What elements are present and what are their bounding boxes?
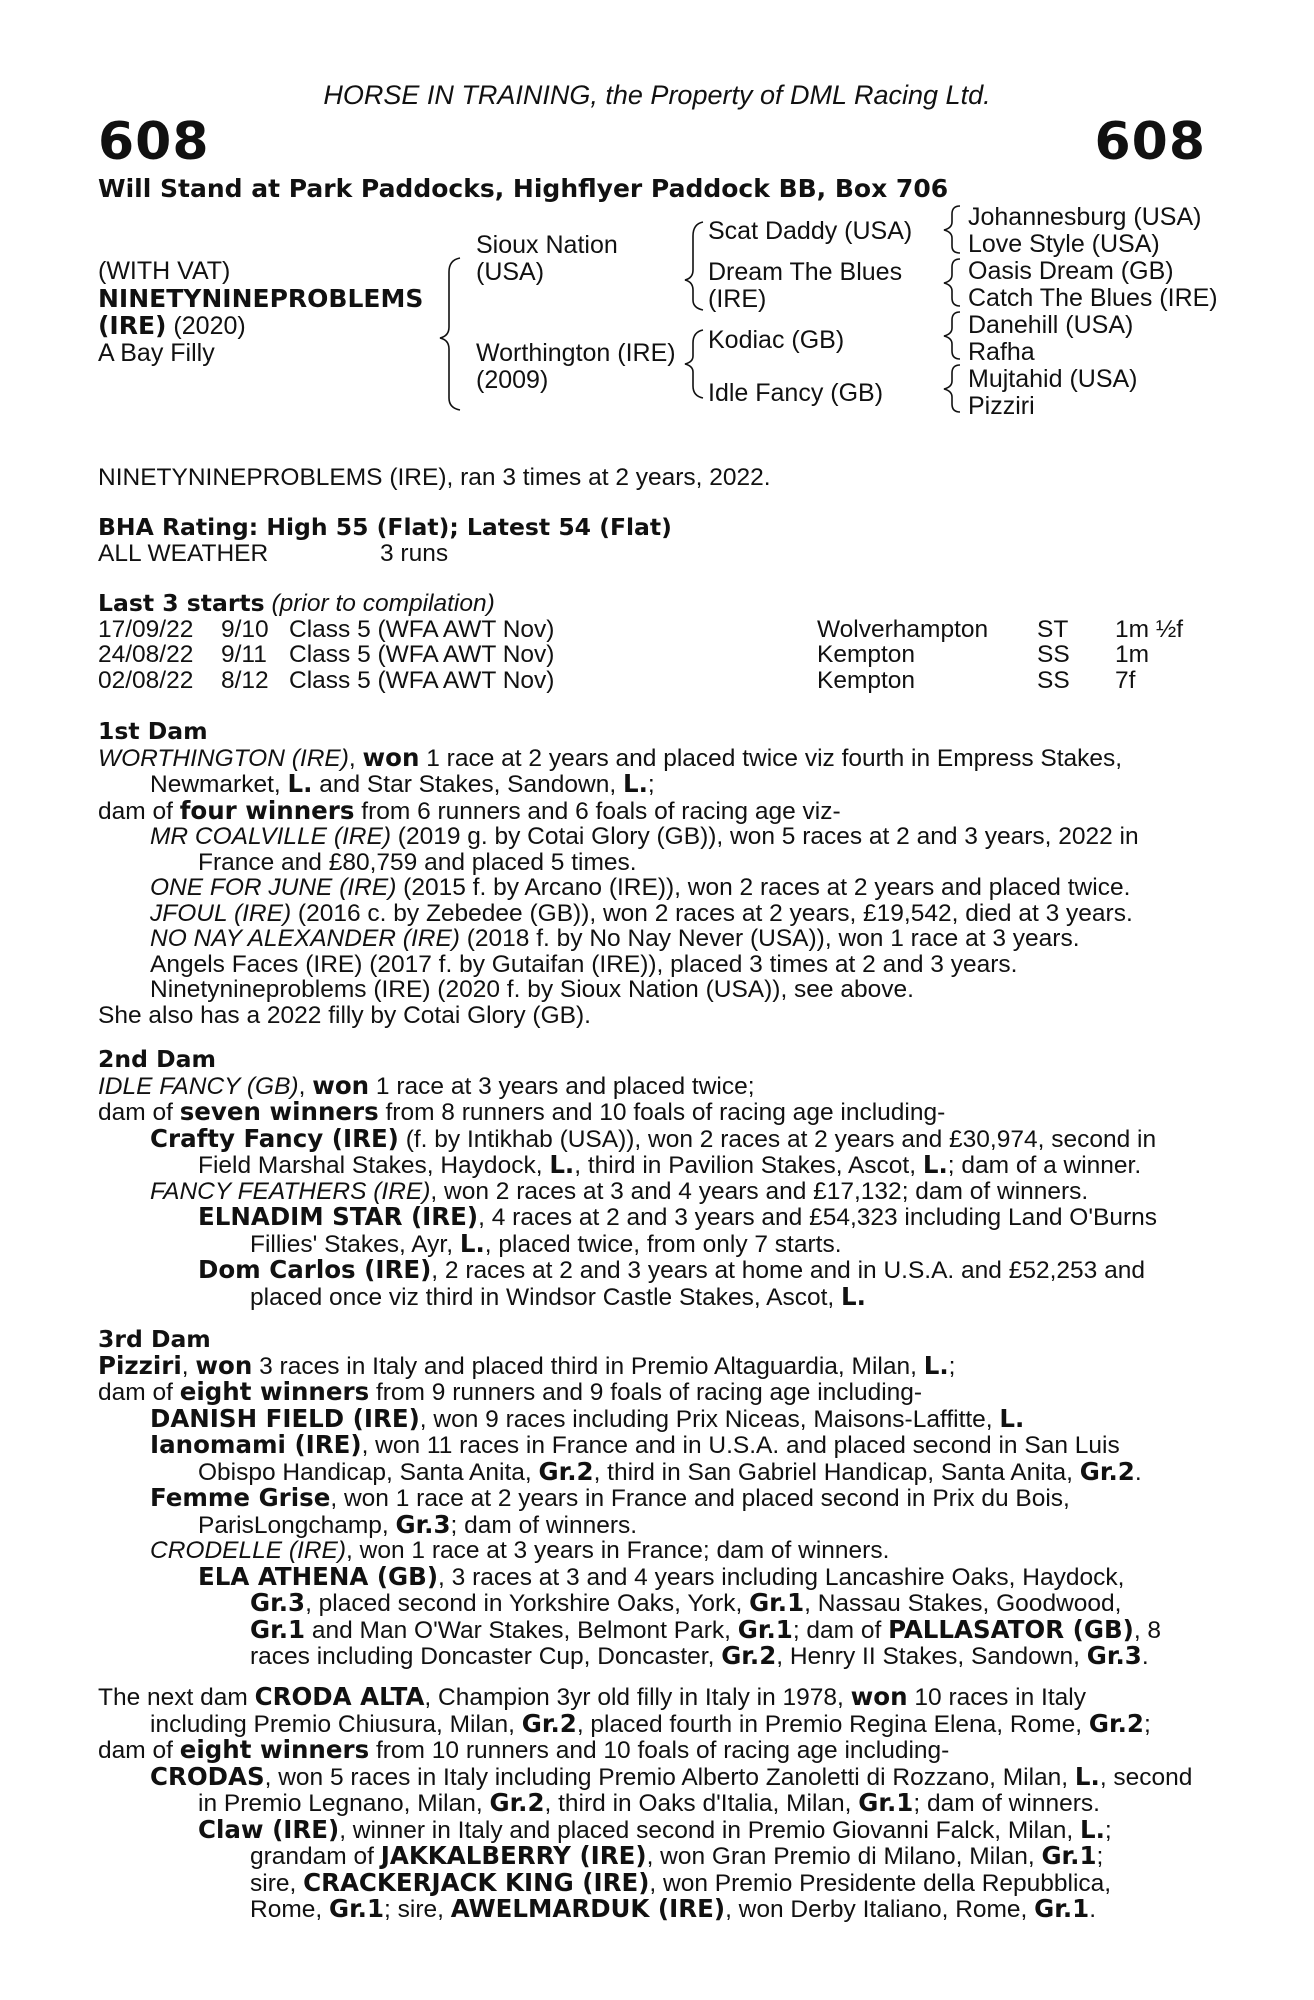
second-dam-section: 2nd Dam IDLE FANCY (GB), won 1 race at 3 years and placed twice; dam of seven winners from 8 runners and 10 foals of racing age including- Crafty Fancy (IRE) (f. by Intikhab (USA)), won 2 races at 2 years and £30,974, second in Field Marshal Stakes, Haydock, L., third in Pavilion Stakes, Ascot, L.; dam of a winner. FANCY FEATHERS (IRE), won 2 races at 3 and 4 years and £17,132; dam of winners. ELNADIM STAR (IRE), 4 races at 2 and 3 years and £54,323 including Land O'Burns Fillies' Stakes, Ayr, L., placed twice, from only 7 starts. Dom Carlos (IRE), 2 races at 2 and 3 years at home and in U.S.A. and £52,253 and placed once viz third in Windsor Castle Stakes, Ascot, L. (98, 1047, 1208, 1310)
stand-location: Will Stand at Park Paddocks, Highflyer Paddock BB, Box 706 (98, 174, 949, 203)
brace-ggs-3 (944, 312, 960, 359)
ggp-7: Mujtahid (USA) (968, 365, 1138, 393)
brace-sire (685, 222, 703, 310)
start-race: Class 5 (WFA AWT Nov) (289, 641, 555, 668)
brace-ggs-1 (944, 206, 960, 253)
start-dist: 1m ½f (1115, 615, 1184, 643)
sire-sire: Scat Daddy (USA) (708, 217, 913, 245)
sire-name: Sioux Nation (USA) (476, 231, 618, 286)
start-going: ST (1037, 615, 1069, 643)
ggp-5: Danehill (USA) (968, 311, 1134, 339)
starts-table (98, 617, 1195, 694)
ggp-2: Love Style (USA) (968, 230, 1160, 258)
horse-description: A Bay Filly (98, 339, 215, 367)
horse-name: NINETYNINEPROBLEMS (98, 284, 424, 313)
brace-ggs-4 (944, 365, 960, 412)
start-race: Class 5 (WFA AWT Nov) (289, 615, 555, 643)
brace-dam (685, 330, 703, 398)
third-dam-heading: 3rd Dam (98, 1325, 211, 1353)
surface-label: ALL WEATHER (98, 539, 269, 567)
first-dam-heading: 1st Dam (98, 717, 208, 745)
start-pos: 9/10 (221, 615, 269, 643)
brace-main (440, 258, 460, 410)
second-dam-heading: 2nd Dam (98, 1045, 216, 1073)
ggp-1: Johannesburg (USA) (968, 203, 1202, 231)
brace-ggs-2 (944, 259, 960, 306)
start-row (98, 617, 1195, 643)
third-dam-section: 3rd Dam Pizziri, won 3 races in Italy and placed third in Premio Altaguardia, Milan, L.; dam of eight winners from 9 runners and 9 foals of racing age including- DANISH FIELD (IRE), won 9 races including Prix Niceas, Maisons-Laffitte, L. Ianomami (IRE), won 11 races in France and in U.S.A. and placed second in San Luis Obispo Handicap, Santa Anita, Gr.2, third in San Gabriel Handicap, Santa Anita, Gr.2. Femme Grise, won 1 race at 2 years in France and placed second in Prix du Bois, ParisLongchamp, Gr.3; dam of winners. CRODELLE (IRE), won 1 race at 3 years in France; dam of winners. ELA ATHENA (GB), 3 races at 3 and 4 years including Lancashire Oaks, Haydock, Gr.3, placed second in Yorkshire Oaks, York, Gr.1, Nassau Stakes, Goodwood, Gr.1 and Man O'War Stakes, Belmont Park, Gr.1; dam of PALLASATOR (GB), 8 races including Doncaster Cup, Doncaster, Gr.2, Henry II Stakes, Sandown, Gr.3. (98, 1327, 1208, 1670)
lot-number-left: 608 (98, 112, 210, 172)
start-course: Kempton (817, 641, 916, 668)
start-going: SS (1037, 641, 1070, 668)
start-going: SS (1037, 666, 1070, 694)
great-grandparents (968, 204, 1218, 420)
rating-title: BHA Rating: High 55 (Flat); Latest 54 (Flat) (98, 513, 672, 541)
start-race: Class 5 (WFA AWT Nov) (289, 666, 555, 694)
ggp-4: Catch The Blues (IRE) (968, 284, 1218, 312)
ggp-6: Rafha (968, 338, 1035, 366)
start-dist: 1m (1115, 641, 1150, 668)
dam-name-text: WORTHINGTON (IRE) (98, 744, 349, 772)
page-header: HORSE IN TRAINING, the Property of DML Racing Ltd. (323, 80, 991, 110)
vat-note: (WITH VAT) (98, 257, 231, 285)
start-pos: 9/11 (221, 641, 267, 668)
start-row (98, 668, 1195, 694)
last-starts-title: Last 3 starts (98, 589, 265, 617)
last-starts-note: (prior to compilation) (264, 590, 495, 617)
start-row (98, 642, 1195, 668)
dam-name: Worthington (IRE) (2009) (476, 339, 676, 394)
sire-dam: Dream The Blues (IRE) (708, 258, 903, 313)
last-starts-section (98, 591, 1208, 693)
first-dam-section: 1st Dam WORTHINGTON (IRE), won 1 race at 2 years and placed twice viz fourth in Empress Stakes, Newmarket, L. and Star Stakes, Sandown, L.; dam of four winners from 6 runners and 6 foals of racing age viz- MR COALVILLE (IRE) (2019 g. by Cotai Glory (GB)), won 5 races at 2 and 3 years, 2022 in France and £80,759 and placed 5 times. ONE FOR JUNE (IRE) (2015 f. by Arcano (IRE)), won 2 races at 2 years and placed twice. JFOUL (IRE) (2016 c. by Zebedee (GB)), won 2 races at 2 years, £19,542, died at 3 years. NO NAY ALEXANDER (IRE) (2018 f. by No Nay Never (USA)), won 1 race at 3 years. Angels Faces (IRE) (2017 f. by Gutaifan (IRE)), placed 3 times at 2 and 3 years. Ninetynineproblems (IRE) (2020 f. by Sioux Nation (USA)), see above. She also has a 2022 filly by Cotai Glory (GB). (98, 719, 1208, 1028)
horse-suffix: (IRE) (98, 311, 167, 340)
ggp-8: Pizziri (968, 392, 1035, 420)
start-pos: 8/12 (221, 666, 269, 694)
next-dam-section: The next dam CRODA ALTA, Champion 3yr old filly in Italy in 1978, won 10 races in Italy including Premio Chiusura, Milan, Gr.2, placed fourth in Premio Regina Elena, Rome, Gr.2; dam of eight winners from 10 runners and 10 foals of racing age including- CRODAS, won 5 races in Italy including Premio Alberto Zanoletti di Rozzano, Milan, L., second in Premio Legnano, Milan, Gr.2, third in Oaks d'Italia, Milan, Gr.1; dam of winners. Claw (IRE), winner in Italy and placed second in Premio Giovanni Falck, Milan, L.; grandam of JAKKALBERRY (IRE), won Gran Premio di Milano, Milan, Gr.1; sire, CRACKERJACK KING (IRE), won Premio Presidente della Repubblica, Rome, Gr.1; sire, AWELMARDUK (IRE), won Derby Italiano, Rome, Gr.1. (98, 1682, 1193, 1923)
start-dist: 7f (1115, 666, 1136, 694)
dam-sire: Kodiac (GB) (708, 326, 845, 354)
dam-dam: Idle Fancy (GB) (708, 379, 884, 407)
surface-runs: 3 runs (380, 539, 449, 567)
horse-year: (2020) (166, 312, 246, 340)
ggp-3: Oasis Dream (GB) (968, 257, 1174, 285)
start-course: Wolverhampton (817, 615, 989, 643)
start-course: Kempton (817, 666, 916, 694)
start-date: 24/08/22 (98, 641, 194, 668)
start-date: 02/08/22 (98, 666, 194, 694)
lot-number-right: 608 (1094, 112, 1206, 172)
start-date: 17/09/22 (98, 615, 194, 643)
rating-section (98, 515, 1208, 566)
race-summary: NINETYNINEPROBLEMS (IRE), ran 3 times at 2 years, 2022. (98, 464, 771, 491)
